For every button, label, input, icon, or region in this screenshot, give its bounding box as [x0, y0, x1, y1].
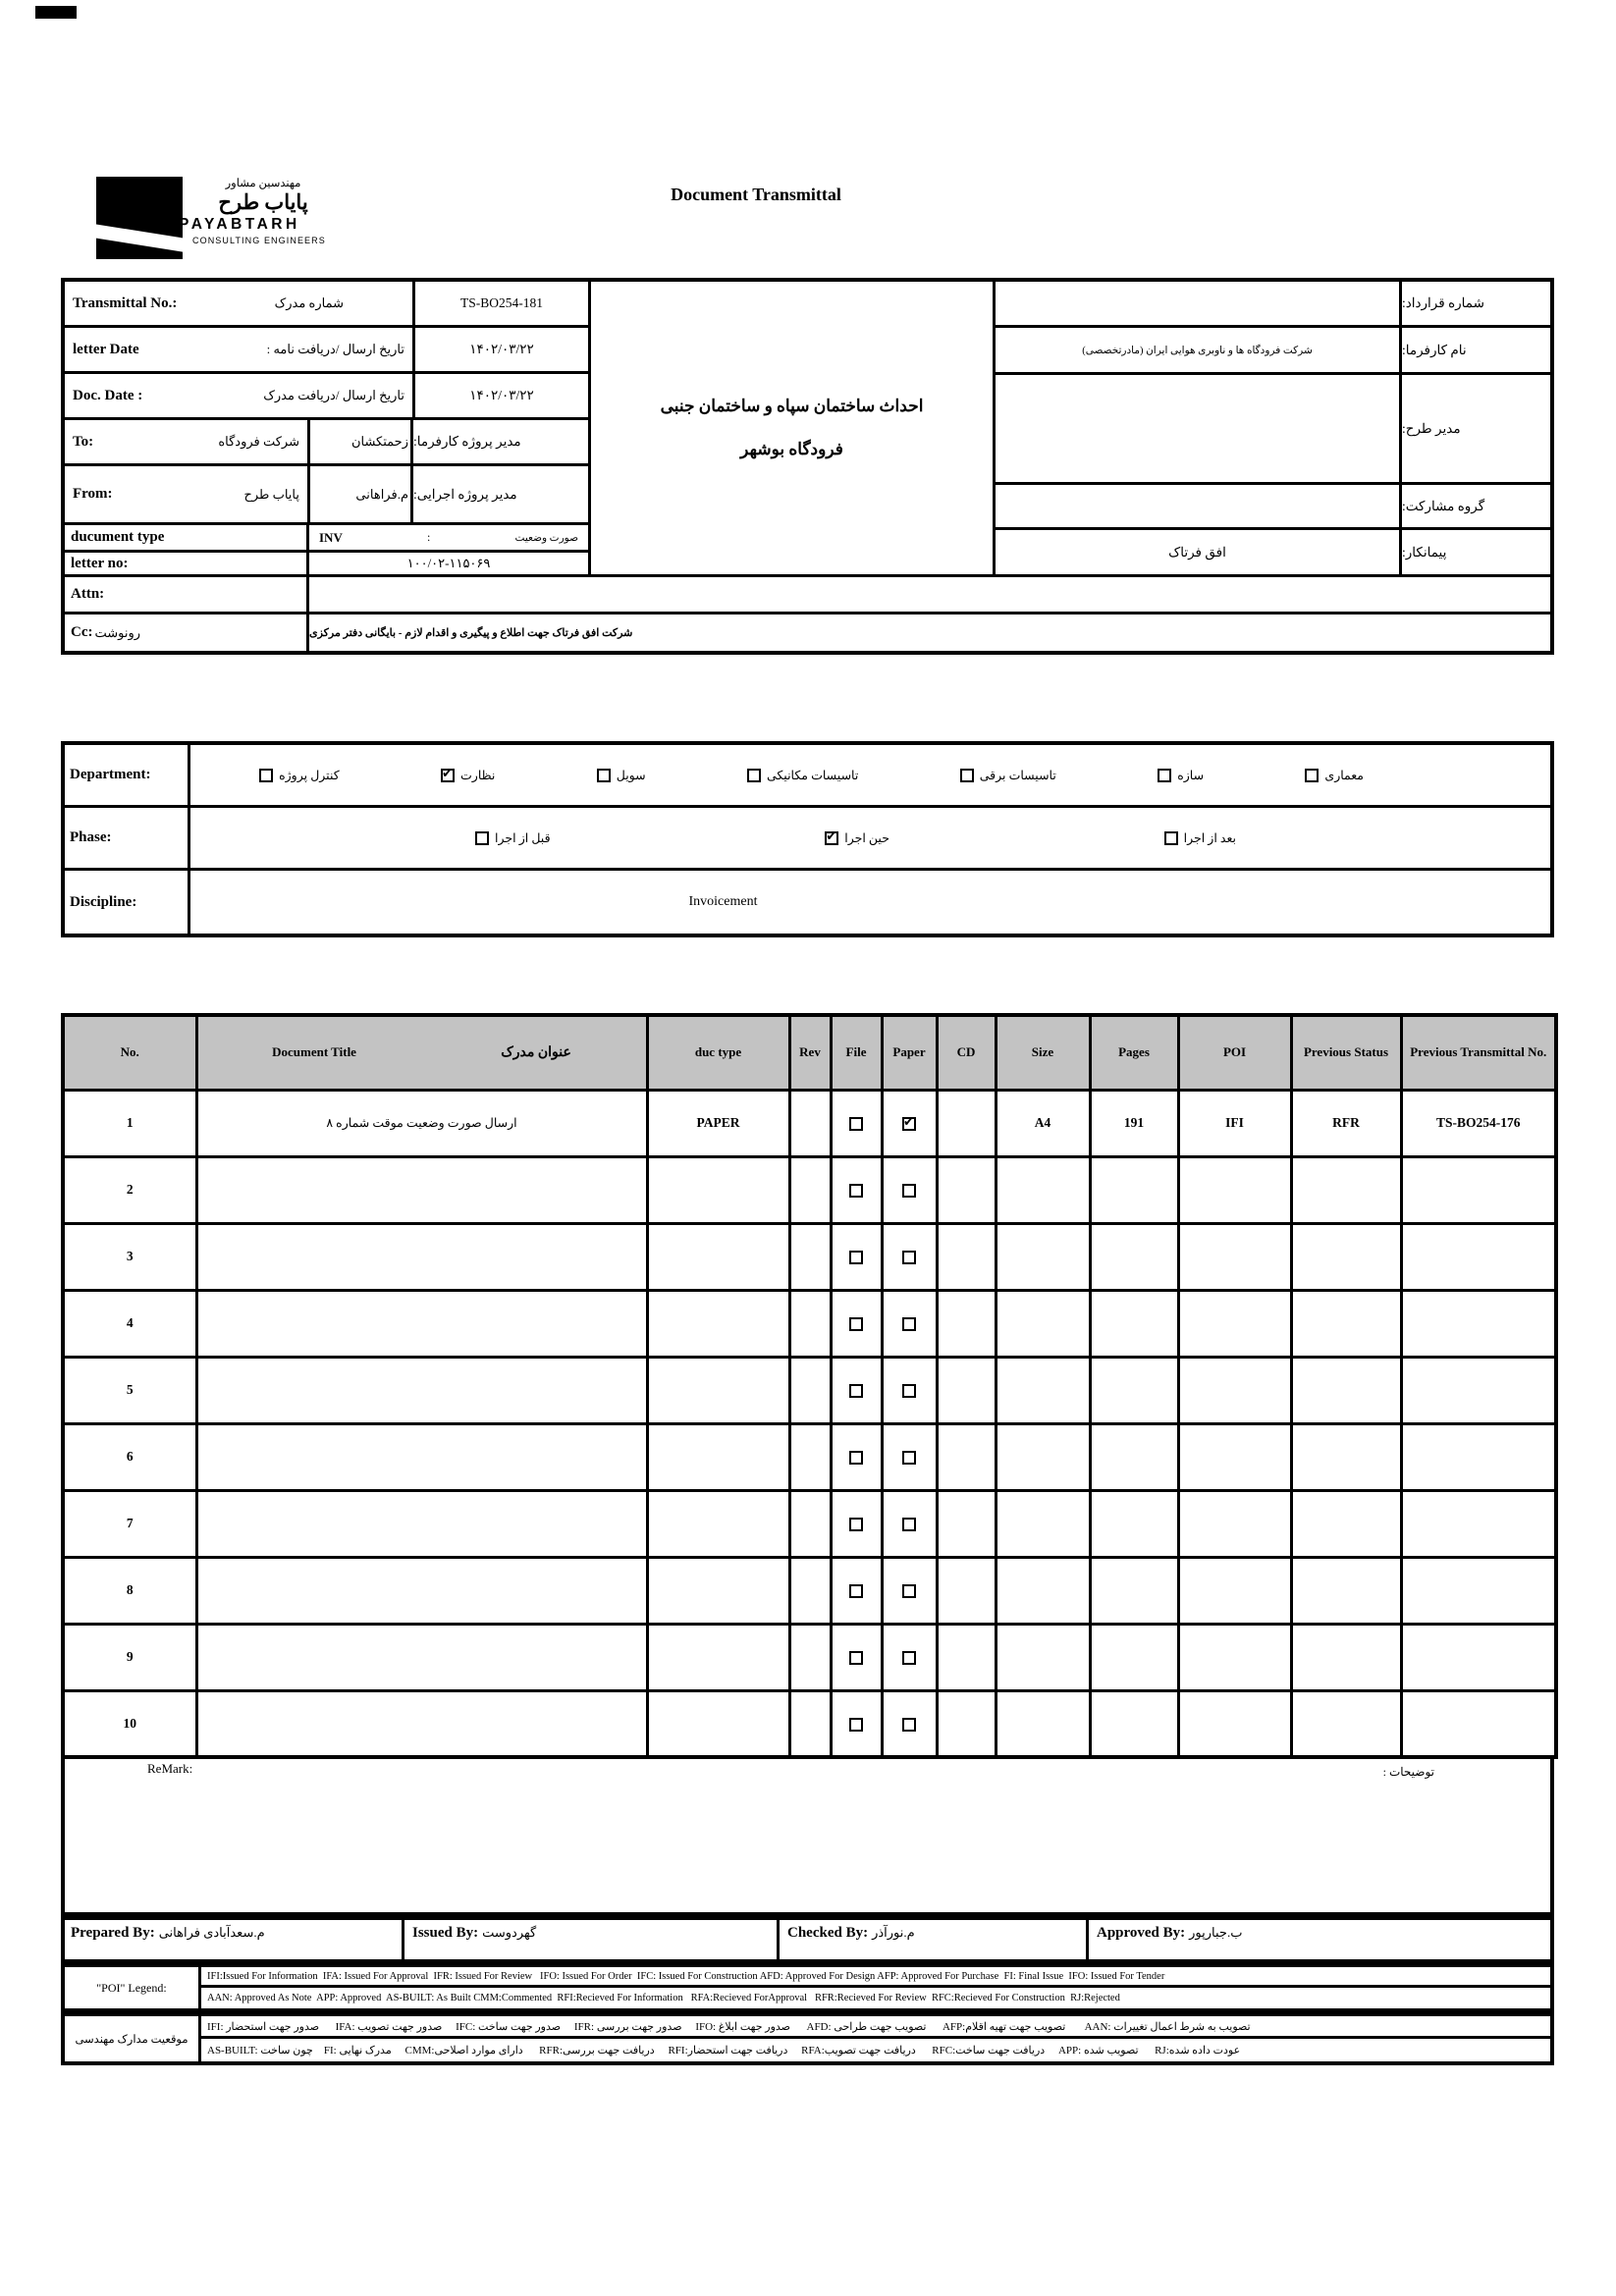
- cc-label-en: Cc:: [71, 624, 93, 640]
- poi-legend-line1: IFI:Issued For Information IFA: Issued For Approval IFR: Issued For Review IFO: Issued For Order IFC: Issued For Construction AFD: Approved For Design AFP: Approved For Purchase FI: Final Issue IFO: Issued For Tender: [201, 1967, 1550, 1988]
- checkbox[interactable]: [849, 1718, 863, 1732]
- partnership-group-label: گروه مشارکت:: [1402, 485, 1550, 530]
- attn-label: Attn:: [71, 586, 105, 602]
- cell-cd: [937, 1357, 996, 1423]
- department-option-label: تاسیسات برقی: [979, 768, 1056, 782]
- col-paper: Paper: [882, 1015, 937, 1090]
- cell-poi: [1178, 1624, 1291, 1690]
- logo-en-name: PAYABTARH: [179, 216, 300, 234]
- col-prev-transmittal: Previous Transmittal No.: [1401, 1015, 1556, 1090]
- logo-fa-name: پایاب طرح: [218, 190, 308, 215]
- issued-by-name: گهردوست: [482, 1925, 537, 1940]
- cell-cd: [937, 1223, 996, 1290]
- department-option: [747, 768, 858, 783]
- to-company: شرکت فرودگاه: [218, 434, 299, 449]
- cell-duc-type: [647, 1557, 789, 1624]
- cc-label-cell: [65, 614, 309, 651]
- approved-by-cell: [1089, 1920, 1550, 1959]
- cell-size: [996, 1490, 1090, 1557]
- client-pm-label: مدیر پروژه کارفرما:: [413, 420, 591, 466]
- letter-date-label-en: letter Date: [73, 341, 139, 357]
- department-option: [259, 768, 340, 783]
- department-option-label: معماری: [1324, 768, 1364, 782]
- payabtarh-logo-icon: [96, 177, 183, 259]
- cell-poi: [1178, 1423, 1291, 1490]
- cell-cd: [937, 1090, 996, 1156]
- cell-poi: [1178, 1223, 1291, 1290]
- cell-pages: [1090, 1624, 1178, 1690]
- cell-prev-transmittal: [1401, 1690, 1556, 1757]
- cell-cd: [937, 1690, 996, 1757]
- remark-label-fa: توضیحات :: [1382, 1765, 1434, 1779]
- checkbox[interactable]: [1158, 769, 1171, 782]
- cell-duc-type: PAPER: [647, 1090, 789, 1156]
- cell-prev-transmittal: [1401, 1423, 1556, 1490]
- logo-swoosh-icon: [96, 223, 183, 254]
- doc-type-fa: صورت وضعیت: [514, 532, 578, 544]
- cell-no: 9: [63, 1624, 196, 1690]
- cell-rev: [789, 1357, 831, 1423]
- header-table: [61, 278, 1554, 655]
- cell-title: [196, 1357, 647, 1423]
- checkbox[interactable]: [849, 1251, 863, 1264]
- cell-no: 5: [63, 1357, 196, 1423]
- cell-size: [996, 1357, 1090, 1423]
- cell-title: [196, 1223, 647, 1290]
- doc-table-row: [63, 1557, 1556, 1624]
- doc-date-label-fa: تاریخ ارسال /دریافت مدرک: [263, 388, 404, 402]
- cell-prev-status: [1291, 1423, 1401, 1490]
- cell-rev: [789, 1090, 831, 1156]
- checkbox[interactable]: [849, 1117, 863, 1131]
- checkbox[interactable]: [960, 769, 974, 782]
- cell-prev-status: [1291, 1557, 1401, 1624]
- doc-table-row: [63, 1156, 1556, 1223]
- cell-prev-transmittal: [1401, 1223, 1556, 1290]
- cell-prev-status: RFR: [1291, 1090, 1401, 1156]
- cell-duc-type: [647, 1357, 789, 1423]
- cell-prev-transmittal: TS-BO254-176: [1401, 1090, 1556, 1156]
- doc-type-label: [65, 525, 309, 553]
- cell-poi: IFI: [1178, 1090, 1291, 1156]
- cell-duc-type: [647, 1490, 789, 1557]
- checkbox[interactable]: [902, 1317, 916, 1331]
- cell-prev-status: [1291, 1290, 1401, 1357]
- checkbox[interactable]: [849, 1451, 863, 1465]
- department-option: [441, 768, 495, 783]
- doc-date-label-en: Doc. Date :: [73, 387, 143, 403]
- cell-no: 2: [63, 1156, 196, 1223]
- cell-pages: [1090, 1357, 1178, 1423]
- phase-label: Phase:: [70, 829, 112, 845]
- col-title-en: Document Title: [272, 1044, 356, 1060]
- from-person: م.فراهانی: [310, 466, 413, 525]
- cell-prev-transmittal: [1401, 1490, 1556, 1557]
- department-option: [597, 768, 646, 783]
- cell-size: [996, 1223, 1090, 1290]
- from-company: پایاب طرح: [243, 486, 299, 502]
- phase-option-label: حین اجرا: [844, 830, 889, 845]
- cell-no: 3: [63, 1223, 196, 1290]
- discipline-label: Discipline:: [70, 893, 137, 910]
- cell-paper: [882, 1423, 937, 1490]
- checkbox[interactable]: [849, 1584, 863, 1598]
- cell-pages: [1090, 1223, 1178, 1290]
- cell-no: 4: [63, 1290, 196, 1357]
- col-title-fa: عنوان مدرک: [501, 1044, 571, 1060]
- cell-size: [996, 1557, 1090, 1624]
- project-title-box: [591, 282, 996, 577]
- cell-paper: [882, 1290, 937, 1357]
- cell-rev: [789, 1557, 831, 1624]
- cell-cd: [937, 1290, 996, 1357]
- checkbox[interactable]: [259, 769, 273, 782]
- cell-poi: [1178, 1690, 1291, 1757]
- checkbox[interactable]: [902, 1384, 916, 1398]
- cell-pages: [1090, 1290, 1178, 1357]
- phase-option: [825, 830, 889, 846]
- checkbox[interactable]: [849, 1651, 863, 1665]
- cell-paper: [882, 1690, 937, 1757]
- cc-label-fa: رونوشت: [94, 624, 141, 640]
- doc-table-row: [63, 1090, 1556, 1156]
- doc-type-colon: :: [427, 530, 431, 544]
- exec-pm-label: مدیر پروژه اجرایی:: [413, 466, 591, 525]
- cell-pages: [1090, 1690, 1178, 1757]
- phase-options: [190, 808, 1550, 871]
- logo-text-block: [179, 178, 348, 246]
- cell-file: [831, 1490, 882, 1557]
- scan-corner-mark: [35, 6, 77, 19]
- cell-no: 1: [63, 1090, 196, 1156]
- cell-file: [831, 1357, 882, 1423]
- cell-prev-transmittal: [1401, 1357, 1556, 1423]
- to-person: زحمتکشان: [310, 420, 413, 466]
- department-label-cell: [65, 745, 190, 808]
- cell-no: 6: [63, 1423, 196, 1490]
- doc-table-row: [63, 1490, 1556, 1557]
- letter-no-label-text: letter no:: [71, 555, 129, 571]
- cell-file: [831, 1090, 882, 1156]
- cell-cd: [937, 1490, 996, 1557]
- cell-file: [831, 1156, 882, 1223]
- issued-by-label: Issued By:: [412, 1925, 479, 1941]
- checkbox[interactable]: [597, 769, 611, 782]
- cell-file: [831, 1690, 882, 1757]
- prepared-by-cell: [65, 1920, 404, 1959]
- cell-prev-status: [1291, 1690, 1401, 1757]
- cell-title: [196, 1624, 647, 1690]
- cell-pages: [1090, 1423, 1178, 1490]
- doc-table-row: [63, 1290, 1556, 1357]
- col-prev-status: Previous Status: [1291, 1015, 1401, 1090]
- letter-date-value: ۱۴۰۲/۰۳/۲۲: [415, 328, 591, 374]
- partnership-group-value: [996, 485, 1402, 530]
- checkbox[interactable]: [902, 1718, 916, 1732]
- cell-size: [996, 1624, 1090, 1690]
- checked-by-label: Checked By:: [787, 1925, 869, 1941]
- cell-title: [196, 1490, 647, 1557]
- poi-legend-box: [61, 1963, 1554, 2012]
- issued-by-cell: [404, 1920, 780, 1959]
- cell-no: 7: [63, 1490, 196, 1557]
- department-option: [1305, 768, 1364, 783]
- cell-file: [831, 1624, 882, 1690]
- cell-title: [196, 1290, 647, 1357]
- logo-fa-small: مهندسین مشاور: [225, 178, 301, 189]
- cell-rev: [789, 1624, 831, 1690]
- poi-legend-label: "POI" Legend:: [65, 1967, 201, 2008]
- cell-pages: [1090, 1156, 1178, 1223]
- contractor-value: افق فرتاک: [996, 530, 1402, 577]
- contractor-label: پیمانکار:: [1402, 530, 1550, 577]
- col-no: No.: [63, 1015, 196, 1090]
- doc-table-row: [63, 1223, 1556, 1290]
- cell-prev-transmittal: [1401, 1290, 1556, 1357]
- letter-date-label: [65, 328, 415, 374]
- cell-prev-status: [1291, 1223, 1401, 1290]
- checkbox[interactable]: [902, 1451, 916, 1465]
- doc-table: [61, 1013, 1558, 1759]
- col-rev: Rev: [789, 1015, 831, 1090]
- transmittal-no-label-fa: شماره مدرک: [274, 295, 344, 310]
- checkbox[interactable]: [747, 769, 761, 782]
- department-option-label: تاسیسات مکانیکی: [766, 768, 859, 782]
- checkbox[interactable]: [1164, 831, 1178, 845]
- doc-date-value: ۱۴۰۲/۰۳/۲۲: [415, 374, 591, 420]
- cell-title: [196, 1557, 647, 1624]
- letter-no-label: [65, 553, 309, 577]
- department-option-label: نظارت: [460, 768, 496, 782]
- checkbox[interactable]: [849, 1384, 863, 1398]
- col-title: [196, 1015, 647, 1090]
- department-option-label: کنترل پروژه: [279, 768, 340, 782]
- doc-type-value: [309, 525, 591, 553]
- cell-title: [196, 1423, 647, 1490]
- phase-option: [1164, 830, 1236, 846]
- department-option: [1158, 768, 1204, 783]
- cell-paper: [882, 1557, 937, 1624]
- status-legend-line1: IFI: صدور جهت استحضار IFA: صدور جهت تصویب IFC: صدور جهت ساخت IFR: صدور جهت بررسی IFO: صدور جهت ابلاغ AFD: تصویب جهت طراحی AFP:تصویب جهت تهیه اقلام AAN: تصویب به شرط اعمال تغییرات: [201, 2016, 1550, 2039]
- department-option: [960, 768, 1056, 783]
- cell-prev-status: [1291, 1156, 1401, 1223]
- doc-table-body: [63, 1090, 1556, 1757]
- transmittal-no-label: [65, 282, 415, 328]
- remark-label-en: ReMark:: [147, 1761, 193, 1776]
- page-title: Document Transmittal: [671, 185, 841, 204]
- cell-duc-type: [647, 1223, 789, 1290]
- prepared-by-label: Prepared By:: [71, 1925, 155, 1941]
- checkbox[interactable]: [902, 1184, 916, 1198]
- col-cd: CD: [937, 1015, 996, 1090]
- col-poi: POI: [1178, 1015, 1291, 1090]
- attn-label-cell: [65, 577, 309, 614]
- cell-rev: [789, 1423, 831, 1490]
- cell-no: 8: [63, 1557, 196, 1624]
- letter-date-label-fa: تاریخ ارسال /دریافت نامه :: [266, 342, 404, 356]
- client-name-value: شرکت فرودگاه ها و ناوبری هوایی ایران (مادرتخصصی): [996, 328, 1402, 375]
- checked-by-name: م.نورآذر: [872, 1925, 915, 1940]
- status-legend-line2: AS-BUILT: چون ساخت FI: مدرک نهایی CMM:دارای موارد اصلاحی RFR:دریافت جهت بررسی RFI:دریافت جهت استحضار RFA:دریافت جهت تصویب RFC:دریافت جهت ساخت APP: تصویب شده RJ:عودت داده شده: [207, 2045, 1241, 2056]
- cell-title: ارسال صورت وضعیت موقت شماره ۸: [196, 1090, 647, 1156]
- cell-cd: [937, 1624, 996, 1690]
- checkbox[interactable]: [849, 1518, 863, 1531]
- cc-value: شرکت افق فرتاک جهت اطلاع و پیگیری و اقدام لازم - بایگانی دفتر مرکزی: [309, 627, 633, 639]
- phase-option: [475, 830, 551, 846]
- cell-poi: [1178, 1557, 1291, 1624]
- cell-cd: [937, 1156, 996, 1223]
- cell-file: [831, 1557, 882, 1624]
- cell-rev: [789, 1290, 831, 1357]
- to-cell: [65, 420, 310, 466]
- checked-by-cell: [780, 1920, 1089, 1959]
- cell-rev: [789, 1156, 831, 1223]
- phase-option-label: بعد از اجرا: [1183, 830, 1236, 845]
- attn-value: [309, 577, 1550, 614]
- col-duc-type: duc type: [647, 1015, 789, 1090]
- phase-label-cell: [65, 808, 190, 871]
- transmittal-no-value: TS-BO254-181: [415, 282, 591, 328]
- col-file: File: [831, 1015, 882, 1090]
- approved-by-label: Approved By:: [1097, 1925, 1186, 1941]
- cell-size: [996, 1290, 1090, 1357]
- cell-pages: 191: [1090, 1090, 1178, 1156]
- cell-size: [996, 1690, 1090, 1757]
- logo-en-sub: CONSULTING ENGINEERS: [192, 236, 326, 246]
- project-title-line2: فرودگاه بوشهر: [740, 440, 843, 458]
- cell-file: [831, 1290, 882, 1357]
- checkbox[interactable]: [902, 1251, 916, 1264]
- project-title-line1: احداث ساختمان سپاه و ساختمان جنبی: [660, 396, 924, 415]
- checkbox[interactable]: [902, 1584, 916, 1598]
- department-table: [61, 741, 1554, 937]
- cell-cd: [937, 1423, 996, 1490]
- cell-rev: [789, 1690, 831, 1757]
- checkbox-checked[interactable]: [825, 831, 838, 845]
- cell-title: [196, 1690, 647, 1757]
- cell-prev-transmittal: [1401, 1557, 1556, 1624]
- cell-size: [996, 1423, 1090, 1490]
- discipline-value: Invoicement: [688, 894, 758, 909]
- cell-rev: [789, 1223, 831, 1290]
- checkbox[interactable]: [849, 1184, 863, 1198]
- department-option-label: سازه: [1177, 768, 1205, 782]
- doc-table-row: [63, 1357, 1556, 1423]
- signatures-row: [61, 1916, 1554, 1963]
- cell-prev-status: [1291, 1357, 1401, 1423]
- cell-size: [996, 1156, 1090, 1223]
- to-label: To:: [73, 433, 94, 450]
- department-options: [190, 745, 1550, 808]
- contract-no-label: شماره قرارداد:: [1402, 282, 1550, 328]
- cell-duc-type: [647, 1290, 789, 1357]
- remarks-box: [61, 1755, 1554, 1916]
- cell-poi: [1178, 1290, 1291, 1357]
- transmittal-no-label-en: Transmittal No.:: [73, 294, 178, 311]
- cell-prev-transmittal: [1401, 1156, 1556, 1223]
- approved-by-name: ب.جبارپور: [1189, 1925, 1243, 1940]
- status-legend-box: [61, 2012, 1554, 2065]
- cell-title: [196, 1156, 647, 1223]
- client-name-label: نام کارفرما:: [1402, 328, 1550, 375]
- letter-no-value: ۱۰۰/۰۲-۱۱۵۰۶۹: [309, 553, 591, 577]
- cell-cd: [937, 1557, 996, 1624]
- cell-poi: [1178, 1490, 1291, 1557]
- checkbox[interactable]: [849, 1317, 863, 1331]
- doc-date-label: [65, 374, 415, 420]
- col-size: Size: [996, 1015, 1090, 1090]
- checkbox-checked[interactable]: [441, 769, 455, 782]
- cell-paper: [882, 1624, 937, 1690]
- cell-prev-status: [1291, 1624, 1401, 1690]
- discipline-label-cell: [65, 871, 190, 934]
- department-option-label: سویل: [616, 768, 646, 782]
- cell-paper: [882, 1357, 937, 1423]
- cell-paper: [882, 1156, 937, 1223]
- cell-poi: [1178, 1156, 1291, 1223]
- cell-paper: [882, 1090, 937, 1156]
- doc-table-row: [63, 1624, 1556, 1690]
- from-cell: [65, 466, 310, 525]
- status-legend-label: موقعیت مدارک مهندسی: [65, 2016, 201, 2061]
- checkbox[interactable]: [902, 1651, 916, 1665]
- design-manager-value: [996, 375, 1402, 485]
- cell-pages: [1090, 1490, 1178, 1557]
- doc-type-label-text: ducument type: [71, 529, 165, 545]
- checkbox[interactable]: [902, 1518, 916, 1531]
- design-manager-label: مدیر طرح:: [1402, 375, 1550, 485]
- cell-duc-type: [647, 1423, 789, 1490]
- cell-file: [831, 1223, 882, 1290]
- cell-file: [831, 1423, 882, 1490]
- poi-legend-line2: AAN: Approved As Note APP: Approved AS-BUILT: As Built CMM:Commented RFI:Recieved For Information RFA:Recieved ForApproval RFR:Recieved For Review RFC:Recieved For Construction RJ:Rejected: [207, 1993, 1120, 2003]
- cell-prev-status: [1291, 1490, 1401, 1557]
- cell-duc-type: [647, 1624, 789, 1690]
- doc-table-row: [63, 1690, 1556, 1757]
- cell-duc-type: [647, 1690, 789, 1757]
- cell-prev-transmittal: [1401, 1624, 1556, 1690]
- checkbox[interactable]: [475, 831, 489, 845]
- doc-table-row: [63, 1423, 1556, 1490]
- cell-paper: [882, 1223, 937, 1290]
- checkbox[interactable]: [1305, 769, 1319, 782]
- contract-no-value: [996, 282, 1402, 328]
- col-pages: Pages: [1090, 1015, 1178, 1090]
- cell-pages: [1090, 1557, 1178, 1624]
- checkbox-checked[interactable]: [902, 1117, 916, 1131]
- cell-size: A4: [996, 1090, 1090, 1156]
- cell-rev: [789, 1490, 831, 1557]
- cell-poi: [1178, 1357, 1291, 1423]
- cell-duc-type: [647, 1156, 789, 1223]
- phase-option-label: قبل از اجرا: [495, 830, 551, 845]
- doc-table-header-row: [63, 1015, 1556, 1090]
- prepared-by-name: م.سعدآبادی فراهانی: [158, 1925, 265, 1940]
- cell-no: 10: [63, 1690, 196, 1757]
- cell-paper: [882, 1490, 937, 1557]
- department-label: Department:: [70, 767, 151, 782]
- doc-type-code: INV: [319, 529, 343, 545]
- from-label: From:: [73, 486, 113, 502]
